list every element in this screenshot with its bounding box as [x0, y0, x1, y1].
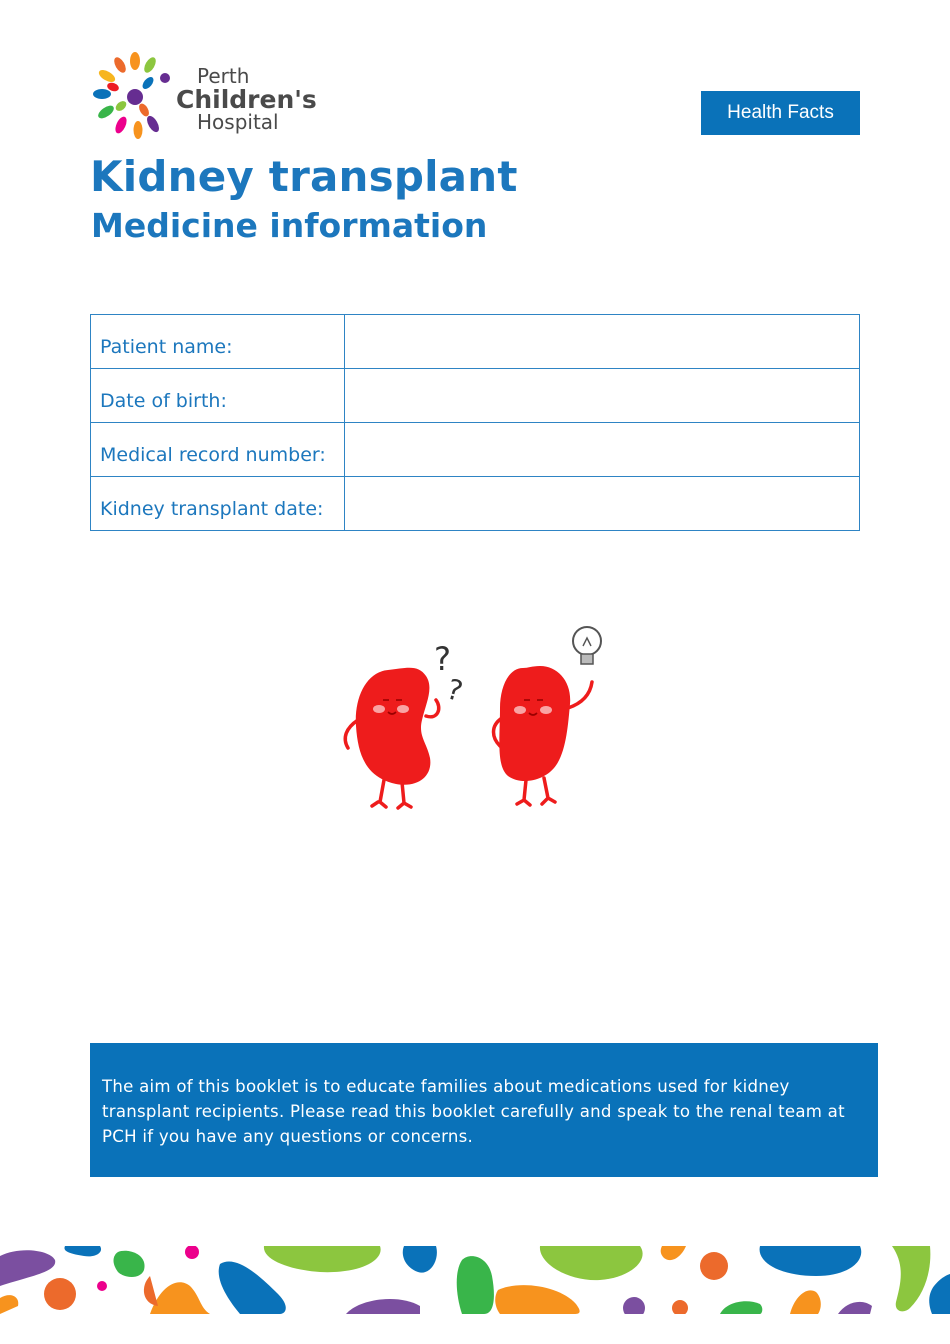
table-row [91, 369, 860, 423]
hospital-logo [88, 50, 328, 150]
decorative-footer-shapes-icon [0, 1246, 950, 1314]
svg-text:?: ? [434, 640, 451, 678]
date-of-birth-label: Date of birth: [91, 369, 345, 423]
confused-kidney-icon [345, 640, 466, 808]
patient-name-label: Patient name: [91, 315, 345, 369]
transplant-date-label: Kidney transplant date: [91, 477, 345, 531]
table-row [91, 315, 860, 369]
patient-name-field[interactable] [345, 315, 860, 369]
logo-line-perth: Perth [197, 64, 250, 88]
date-of-birth-field[interactable] [345, 369, 860, 423]
kidney-characters-icon [318, 608, 628, 833]
sunburst-logo-icon [88, 50, 180, 150]
medical-record-number-label: Medical record number: [91, 423, 345, 477]
page-subtitle: Medicine information [91, 206, 488, 245]
booklet-aim-box: The aim of this booklet is to educate families about medications used for kidney transplant recipients. Please read this booklet carefully and speak to the renal team at PCH if you have any questions or concerns. [90, 1043, 878, 1177]
table-row [91, 423, 860, 477]
idea-kidney-icon [494, 627, 602, 805]
transplant-date-field[interactable] [345, 477, 860, 531]
health-facts-badge: Health Facts [701, 91, 860, 135]
svg-text:?: ? [443, 672, 467, 709]
page-title: Kidney transplant [90, 152, 518, 201]
medical-record-number-field[interactable] [345, 423, 860, 477]
table-row [91, 477, 860, 531]
logo-text [176, 66, 317, 132]
logo-line-childrens: Children's [176, 85, 317, 114]
logo-line-hospital: Hospital [197, 110, 279, 134]
patient-info-table [90, 314, 860, 531]
